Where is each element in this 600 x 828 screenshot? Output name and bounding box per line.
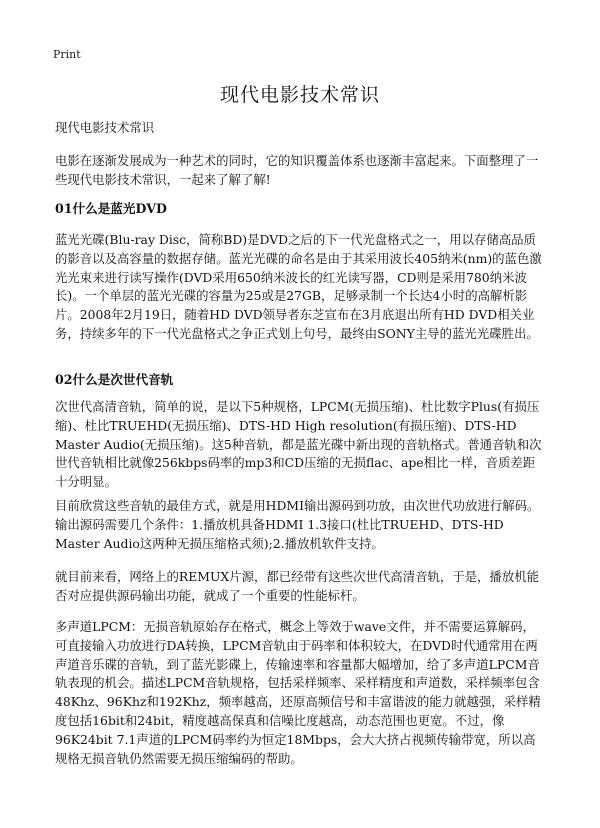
- section-heading-audio: 02什么是次世代音轨: [55, 372, 174, 387]
- print-label[interactable]: Print: [53, 48, 81, 61]
- article-subtitle: 现代电影技术常识: [55, 120, 155, 135]
- paragraph-bluray: 蓝光光碟(Blu-ray Disc，简称BD)是DVD之后的下一代光盘格式之一，用以存储高品质的影音以及高容量的数据存储。蓝光光碟的命名是由于其采用波长405纳米(nm)的蓝色激光光束来进行读写操作(DVD采用650纳米波长的红光读写器，CD则是采用780纳米波长)。一个单层的蓝光光碟的容量为25或是27GB，足够录制一个长达4小时的高解析影片。2008年2月19日，随着HD DVD领导者东芝宣布在3月底退出所有HD DVD相关业务，持续多年的下一代光盘格式之争正式划上句号，最终由SONY主导的蓝光光碟胜出。: [55, 232, 542, 341]
- paragraph-audio-formats: 次世代高清音轨，简单的说，是以下5种规格，LPCM(无损压缩)、杜比数字Plus(有损压缩)、杜比TRUEHD(无损压缩)、DTS-HD High resolution(有损压缩)、DTS-HD Master Audio(无损压缩)。这5种音轨，都是蓝光碟中新出现的音轨格式。普通音轨和次世代音轨相比就像256kbps码率的mp3和CD压缩的无损flac、ape相比一样，音质差距十分明显。: [55, 399, 542, 490]
- intro-paragraph: 电影在逐渐发展成为一种艺术的同时，它的知识覆盖体系也逐渐丰富起来。下面整理了一些现代电影技术常识，一起来了解了解!: [55, 153, 539, 187]
- paragraph-hdmi-output: 目前欣赏这些音轨的最佳方式，就是用HDMI输出源码到功放，由次世代功放进行解码。输出源码需要几个条件：1.播放机具备HDMI 1.3接口(杜比TRUEHD、DTS-HD Master Audio这两种无损压缩格式须);2.播放机软件支持。: [55, 498, 540, 551]
- paragraph-remux: 就目前来看，网络上的REMUX片源，都已经带有这些次世代高清音轨，于是，播放机能否对应提供源码输出功能，就成了一个重要的性能标杆。: [55, 569, 539, 603]
- paragraph-lpcm: 多声道LPCM：无损音轨原始存在格式，概念上等效于wave文件，并不需要运算解码，可直接输入功放进行DA转换，LPCM音轨由于码率和体积较大，在DVD时代通常用在两声道音乐碟的音轨，到了蓝光影碟上，传输速率和容量都大幅增加，给了多声道LPCM音轨表现的机会。描述LPCM音轨规格，包括采样频率、采样精度和声道数，采样频率包含48Khz、96Khz和192Khz，频率越高，还原高频信号和丰富谐波的能力就越强，采样精度包括16bit和24bit，精度越高保真和信噪比度越高，动态范围也更宽。不过，像96K24bit 7.1声道的LPCM码率约为恒定18Mbps，会大大挤占视频传输带宽，所以高规格无损音轨仍然需要无损压缩编码的帮助。: [55, 619, 541, 766]
- page-title: 现代电影技术常识: [219, 84, 380, 106]
- section-heading-bluray: 01什么是蓝光DVD: [55, 201, 167, 216]
